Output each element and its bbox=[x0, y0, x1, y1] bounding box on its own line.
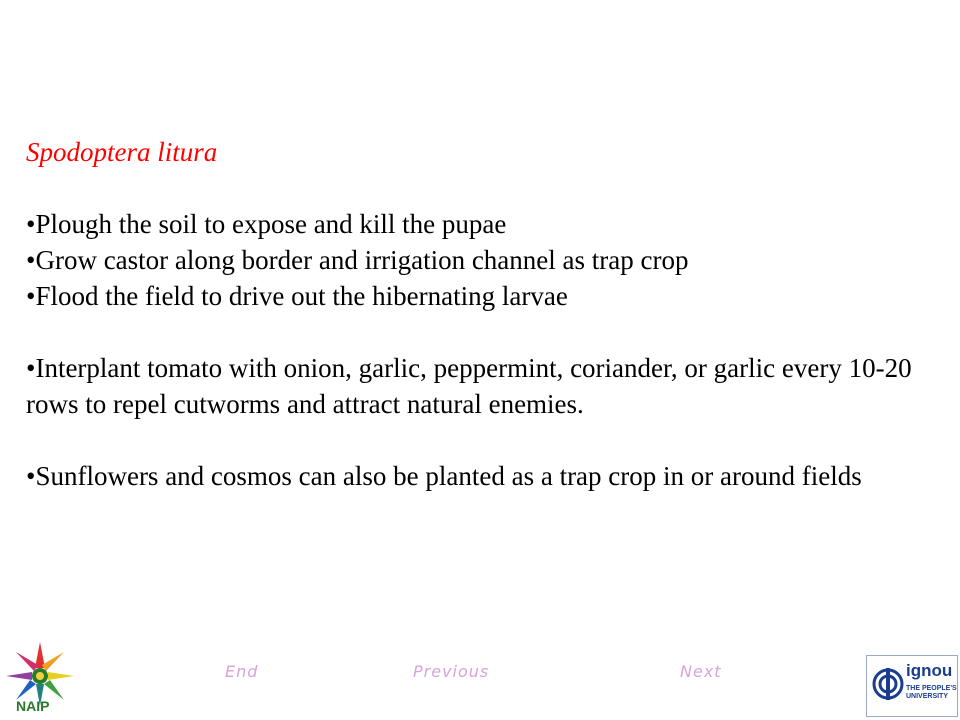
bullet-plough: •Plough the soil to expose and kill the pupae bbox=[26, 209, 507, 239]
ignou-tagline-line1: THE PEOPLE'S bbox=[906, 685, 957, 692]
bullet-interplant: •Interplant tomato with onion, garlic, peppermint, coriander, or garlic every 10-20 rows to repel cutworms and attract natural enemies. bbox=[26, 353, 912, 419]
ignou-emblem-icon bbox=[871, 662, 905, 712]
next-link[interactable]: Next bbox=[680, 662, 722, 681]
spacer bbox=[26, 314, 936, 350]
ignou-tagline-line2: UNIVERSITY bbox=[906, 693, 949, 700]
slide-content bbox=[26, 134, 936, 494]
end-link[interactable]: End bbox=[225, 662, 259, 681]
ignou-tagline bbox=[906, 685, 957, 701]
ignou-wordmark: ignou bbox=[906, 661, 953, 680]
slide-heading: Spodoptera litura bbox=[26, 137, 218, 167]
naip-logo-text: NAIP bbox=[16, 698, 50, 714]
spacer bbox=[26, 170, 936, 206]
previous-link[interactable]: Previous bbox=[413, 662, 490, 681]
ignou-logo bbox=[866, 655, 958, 717]
bullet-castor: •Grow castor along border and irrigation channel as trap crop bbox=[26, 245, 689, 275]
spacer bbox=[26, 422, 936, 458]
bullet-sunflowers: •Sunflowers and cosmos can also be planted as a trap crop in or around fields bbox=[26, 461, 862, 491]
bullet-flood: •Flood the field to drive out the hibernating larvae bbox=[26, 281, 568, 311]
